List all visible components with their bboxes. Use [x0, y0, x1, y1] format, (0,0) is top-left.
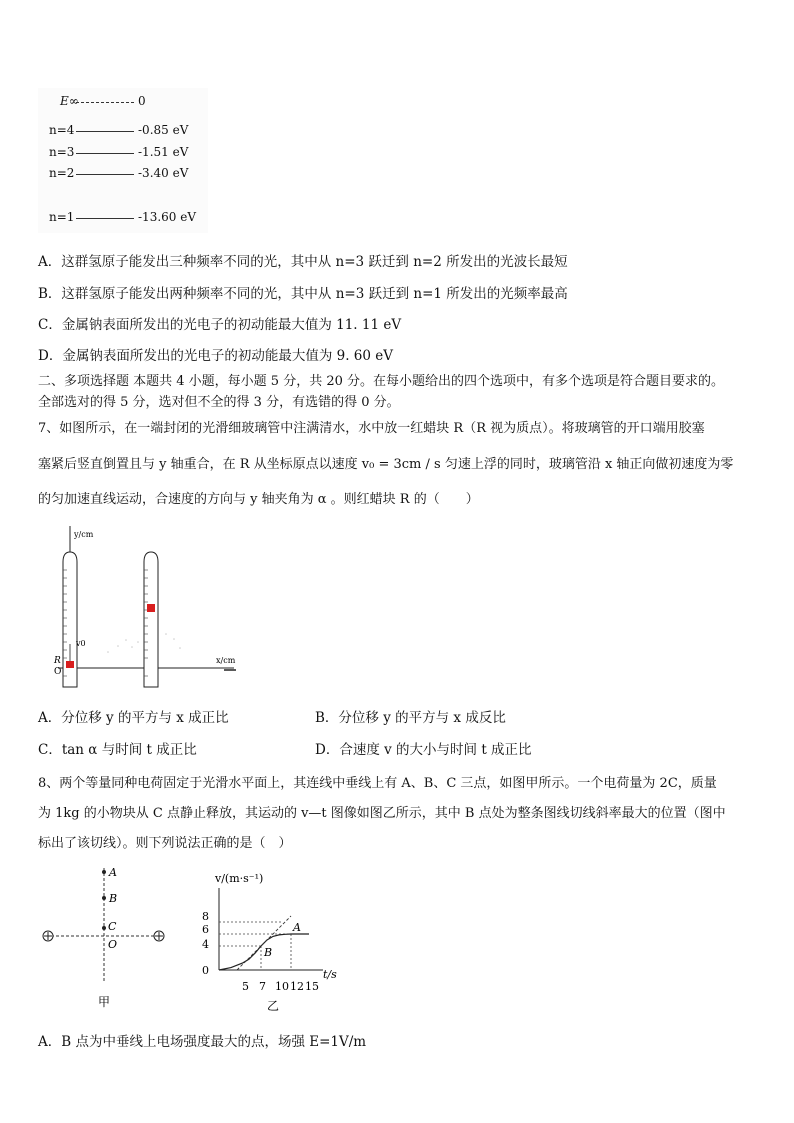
q7-line2: 塞紧后竖直倒置且与 y 轴重合，在 R 从坐标原点以速度 v₀ = 3cm / s 匀速上浮的同时，玻璃管沿 x 轴正向做初速度为零	[38, 457, 734, 472]
q6-option-c: C．金属钠表面所发出的光电子的初动能最大值为 11. 11 eV	[38, 317, 402, 333]
section2-line2: 全部选对的得 5 分，选对但不全的得 3 分，有选错的得 0 分。	[38, 395, 400, 410]
vt-xtick-12: 12	[290, 980, 304, 993]
q8-option-a: A．B 点为中垂线上电场强度最大的点，场强 E=1V/m	[38, 1034, 367, 1050]
level-n3-value: -1.51 eV	[138, 145, 189, 159]
vt-xtick-15: 15	[305, 980, 319, 993]
q6-option-d: D．金属钠表面所发出的光电子的初动能最大值为 9. 60 eV	[38, 348, 393, 364]
q6-option-b: B．这群氢原子能发出两种频率不同的光，其中从 n=3 跃迁到 n=1 所发出的光频率最高	[38, 286, 568, 302]
q7-option-c: C．tan α 与时间 t 成正比	[38, 742, 197, 758]
q7-r-label: R	[54, 656, 61, 666]
energy-infinity-value: 0	[138, 94, 146, 108]
q7-v0-label: v0	[76, 639, 86, 648]
point-a-label: A	[109, 866, 117, 879]
q7-option-a: A．分位移 y 的平方与 x 成正比	[38, 710, 229, 726]
vt-guide-lines	[219, 922, 291, 970]
q7-red-block-start	[66, 661, 74, 668]
energy-level-diagram	[38, 88, 208, 233]
q7-line1: 7、如图所示，在一端封闭的光滑细玻璃管中注满清水，水中放一红蜡块 R（R 视为质点）。将玻璃管的开口端用胶塞	[38, 421, 705, 436]
figure-yi-caption: 乙	[267, 999, 280, 1013]
section2-line1: 二、多项选择题 本题共 4 小题，每小题 5 分，共 20 分。在每小题给出的四个选项中，有多个选项是符合题目要求的。	[38, 374, 725, 389]
q6-option-a: A．这群氢原子能发出三种频率不同的光，其中从 n=3 跃迁到 n=2 所发出的光波长最短	[38, 254, 568, 270]
level-n2-line	[76, 174, 134, 175]
q7-option-d: D．合速度 v 的大小与时间 t 成正比	[315, 742, 532, 758]
q7-red-block-end	[147, 604, 155, 612]
vt-point-a-label: A	[293, 921, 301, 934]
q8-vt-chart	[195, 866, 355, 1016]
point-c-label: C	[108, 920, 117, 933]
q8-line3: 标出了该切线）。则下列说法正确的是（ ）	[38, 836, 292, 851]
vt-xtick-7: 7	[259, 980, 266, 993]
level-n4-label: n=4	[49, 123, 75, 137]
level-n4-value: -0.85 eV	[138, 123, 189, 137]
q8-figure-jia	[38, 862, 178, 1012]
figure-jia-caption: 甲	[98, 995, 111, 1009]
q7-x-label: x/cm	[216, 656, 236, 665]
level-n4-line	[76, 131, 134, 132]
energy-infinity-label: E∞	[60, 94, 79, 108]
q7-y-label: y/cm	[74, 530, 94, 539]
energy-infinity-line	[76, 102, 134, 103]
level-n1-value: -13.60 eV	[138, 210, 196, 224]
vt-x-axis-label: t/s	[323, 968, 337, 981]
level-n1-label: n=1	[49, 210, 75, 224]
point-b-label: B	[109, 892, 118, 905]
vt-xtick-5: 5	[242, 980, 249, 993]
q8-line2: 为 1kg 的小物块从 C 点静止释放，其运动的 v—t 图像如图乙所示，其中 B 点处为整条图线切线斜率最大的位置（图中	[38, 806, 726, 821]
q8-line1: 8、两个等量同种电荷固定于光滑水平面上，其连线中垂线上有 A、B、C 三点，如图甲所示。一个电荷量为 2C，质量	[38, 776, 717, 791]
point-o-label: O	[108, 938, 118, 951]
vt-xtick-10: 10	[275, 980, 289, 993]
vt-ytick-0: 0	[202, 964, 209, 977]
level-n3-label: n=3	[49, 145, 75, 159]
vt-point-b-label: B	[264, 946, 273, 959]
level-n2-label: n=2	[49, 166, 75, 180]
vt-ytick-4: 4	[202, 938, 209, 951]
level-n1-line	[76, 218, 134, 219]
vt-ytick-6: 6	[202, 923, 209, 936]
vt-y-axis-label: v/(m·s⁻¹)	[215, 872, 264, 885]
q7-option-b: B．分位移 y 的平方与 x 成反比	[315, 710, 506, 726]
level-n3-line	[76, 153, 134, 154]
q7-o-label: O	[54, 667, 62, 677]
vt-ytick-8: 8	[202, 910, 209, 923]
q7-tube-figure	[48, 522, 248, 694]
q7-tube-2	[144, 552, 158, 687]
q7-line3: 的匀加速直线运动，合速度的方向与 y 轴夹角为 α 。则红蜡块 R 的（ ）	[38, 492, 479, 507]
level-n2-value: -3.40 eV	[138, 166, 189, 180]
